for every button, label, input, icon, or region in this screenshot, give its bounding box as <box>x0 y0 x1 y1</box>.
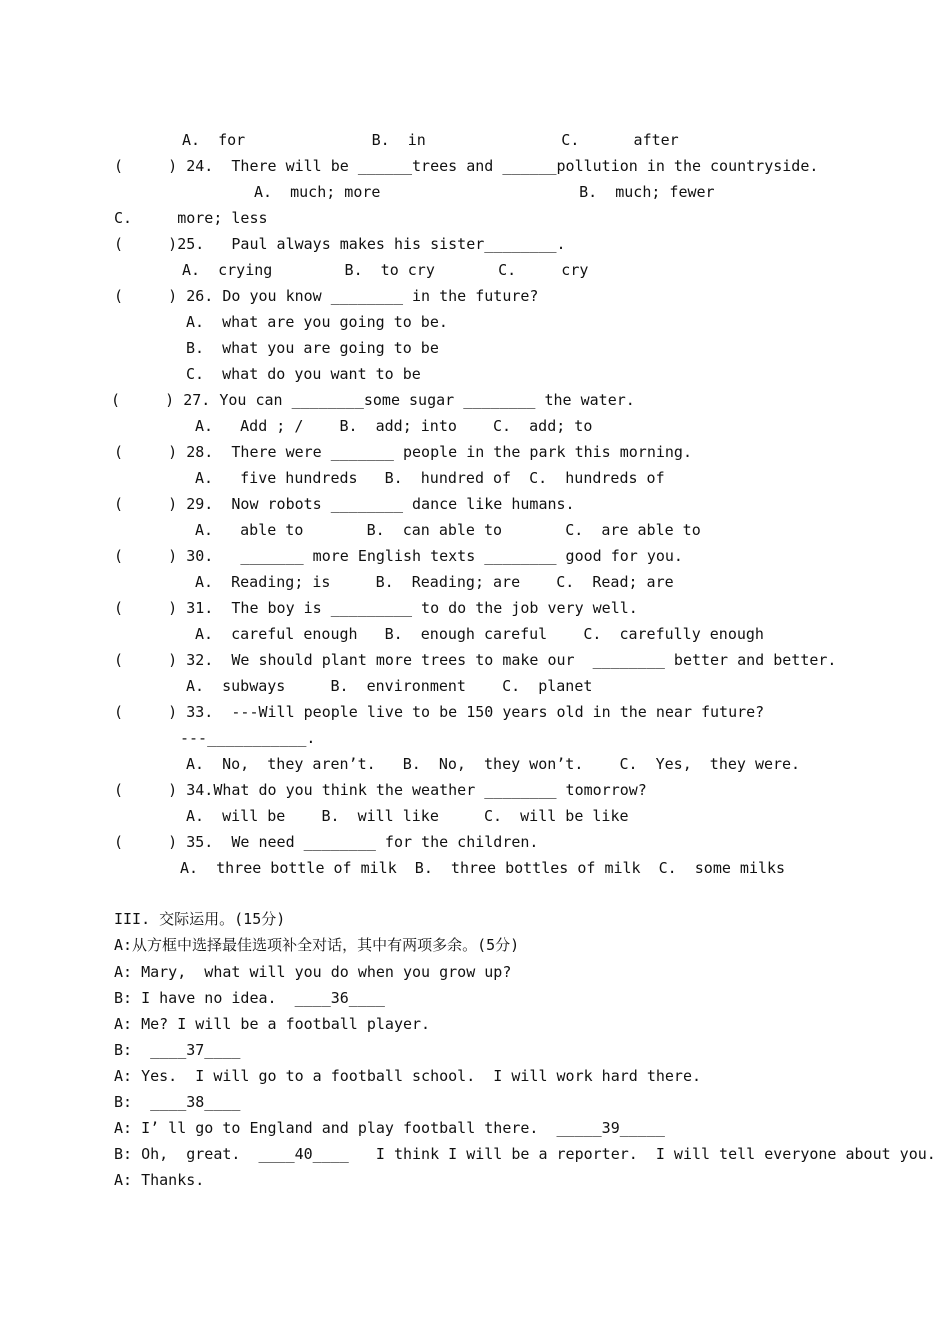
dialogue-line: A: I’ ll go to England and play football there. _____39_____ <box>114 1119 665 1137</box>
q25-options: A. crying B. to cry C. cry <box>182 261 589 279</box>
q31-stem: ( ) 31. The boy is _________ to do the job very well. <box>114 599 638 617</box>
q26-option-c: C. what do you want to be <box>186 365 421 383</box>
q23-options: A. for B. in C. after <box>182 131 679 149</box>
q35-stem: ( ) 35. We need ________ for the children. <box>114 833 539 851</box>
q26-stem: ( ) 26. Do you know ________ in the future? <box>114 287 539 305</box>
q34-stem: ( ) 34.What do you think the weather ________ tomorrow? <box>114 781 647 799</box>
q31-options: A. careful enough B. enough careful C. carefully enough <box>195 625 764 643</box>
q32-stem: ( ) 32. We should plant more trees to make our ________ better and better. <box>114 651 837 669</box>
q30-stem: ( ) 30. _______ more English texts ________ good for you. <box>114 547 683 565</box>
q29-stem: ( ) 29. Now robots ________ dance like humans. <box>114 495 575 513</box>
q27-options: A. Add ; / B. add; into C. add; to <box>195 417 593 435</box>
q28-stem: ( ) 28. There were _______ people in the park this morning. <box>114 443 692 461</box>
q33-options: A. No, they aren’t. B. No, they won’t. C. Yes, they were. <box>186 755 801 773</box>
q26-option-b: B. what you are going to be <box>186 339 439 357</box>
dialogue-line: A: Thanks. <box>114 1171 205 1189</box>
dialogue-line: B: ____37____ <box>114 1041 241 1059</box>
q28-options: A. five hundreds B. hundred of C. hundreds of <box>195 469 665 487</box>
dialogue-line: B: I have no idea. ____36____ <box>114 989 385 1007</box>
q33-answer-blank: ---___________. <box>180 729 316 747</box>
q26-option-a: A. what are you going to be. <box>186 313 448 331</box>
section-instruction: A:从方框中选择最佳选项补全对话，其中有两项多余。(5分) <box>114 936 520 954</box>
dialogue-line: B: ____38____ <box>114 1093 241 1111</box>
section-heading: III. 交际运用。(15分) <box>114 910 286 928</box>
q24-options-ab: A. much; more B. much; fewer <box>254 183 715 201</box>
dialogue-line: A: Yes. I will go to a football school. I will work hard there. <box>114 1067 701 1085</box>
q34-options: A. will be B. will like C. will be like <box>186 807 629 825</box>
q30-options: A. Reading; is B. Reading; are C. Read; are <box>195 573 674 591</box>
dialogue-line: A: Me? I will be a football player. <box>114 1015 431 1033</box>
q24-option-c: C. more; less <box>114 209 268 227</box>
q33-stem: ( ) 33. ---Will people live to be 150 years old in the near future? <box>114 703 765 721</box>
dialogue-line: A: Mary, what will you do when you grow up? <box>114 963 512 981</box>
q32-options: A. subways B. environment C. planet <box>186 677 593 695</box>
dialogue-line: B: Oh, great. ____40____ I think I will be a reporter. I will tell everyone about you. <box>114 1145 936 1163</box>
q24-stem: ( ) 24. There will be ______trees and ______pollution in the countryside. <box>114 157 819 175</box>
q27-stem: ( ) 27. You can ________some sugar ________ the water. <box>111 391 635 409</box>
q29-options: A. able to B. can able to C. are able to <box>195 521 701 539</box>
q25-stem: ( )25. Paul always makes his sister________. <box>114 235 566 253</box>
q35-options: A. three bottle of milk B. three bottles of milk C. some milks <box>180 859 786 877</box>
